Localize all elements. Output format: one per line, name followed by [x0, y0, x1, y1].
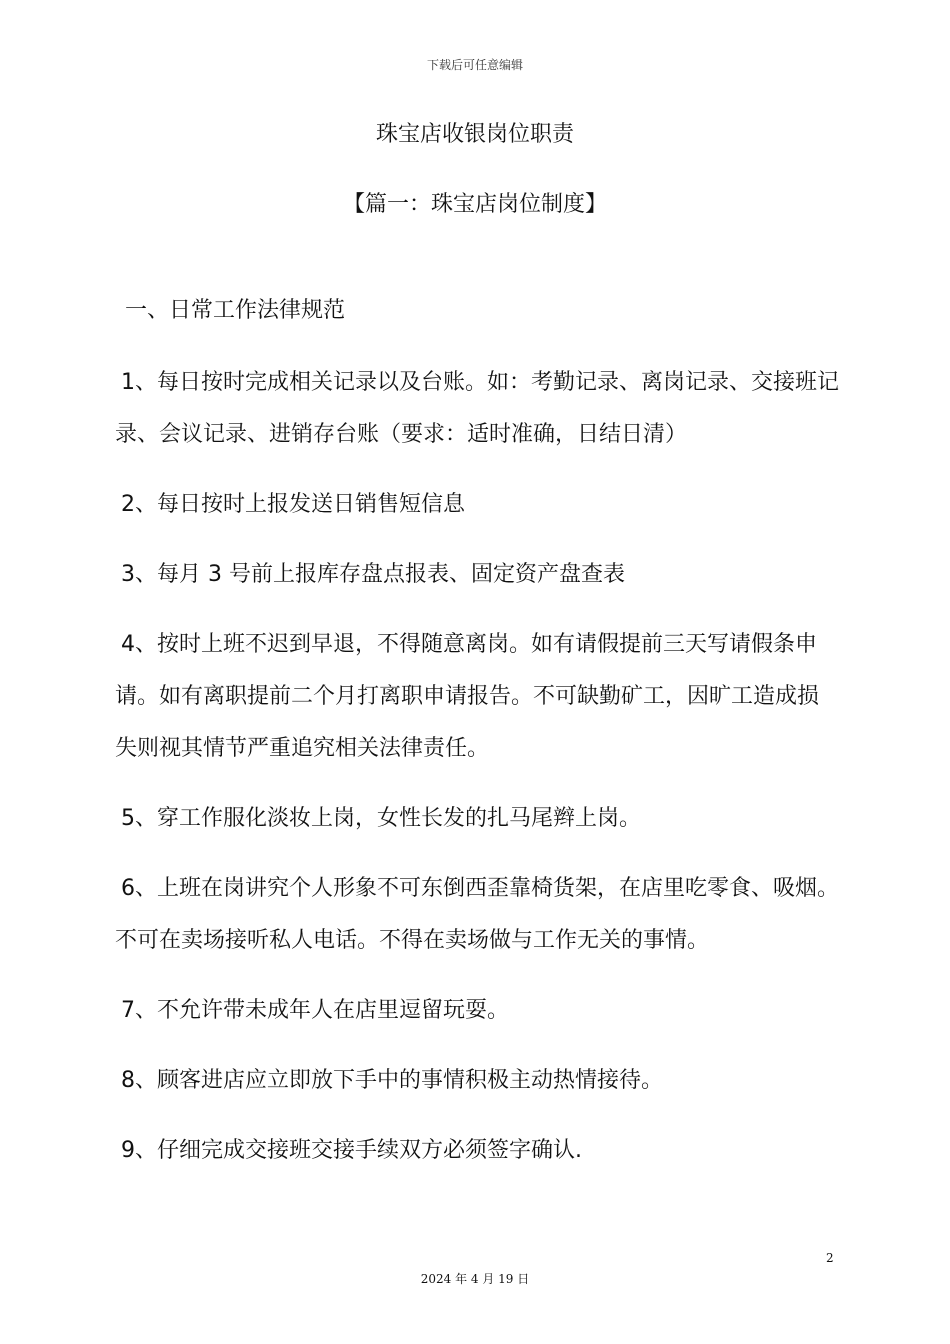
rule-item-5: 5、穿工作服化淡妆上岗，女性长发的扎马尾辫上岗。	[121, 806, 641, 831]
footer-date: 2024 年 4 月 19 日	[420, 1272, 530, 1286]
rule-item-9: 9、仔细完成交接班交接手续双方必须签字确认.	[121, 1138, 582, 1163]
page-number: 2	[826, 1251, 834, 1265]
header-note: 下载后可任意编辑	[426, 58, 523, 72]
rule-item-2: 2、每日按时上报发送日销售短信息	[121, 492, 465, 517]
section-heading: 一、日常工作法律规范	[125, 298, 346, 323]
rule-item-3: 3、每月 3 号前上报库存盘点报表、固定资产盘查表	[121, 562, 625, 587]
document-subtitle: 【篇一：珠宝店岗位制度】	[342, 192, 607, 217]
rule-item-6: 6、上班在岗讲究个人形象不可东倒西歪靠椅货架，在店里吃零食、吸烟。不可在卖场接听私人电话。不得在卖场做与工作无关的事情。	[115, 876, 839, 953]
rules-list	[115, 357, 840, 1195]
rule-item-1: 1、每日按时完成相关记录以及台账。如：考勤记录、离岗记录、交接班记录、会议记录、进销存台账（要求：适时准确，日结日清）	[115, 370, 839, 447]
rule-item-7: 7、不允许带未成年人在店里逗留玩耍。	[121, 998, 509, 1023]
document-title: 珠宝店收银岗位职责	[375, 122, 574, 147]
rule-item-4: 4、按时上班不迟到早退，不得随意离岗。如有请假提前三天写请假条申请。如有离职提前二个月打离职申请报告。不可缺勤矿工，因旷工造成损失则视其情节严重追究相关法律责任。	[115, 632, 820, 761]
rule-item-8: 8、顾客进店应立即放下手中的事情积极主动热情接待。	[121, 1068, 663, 1093]
